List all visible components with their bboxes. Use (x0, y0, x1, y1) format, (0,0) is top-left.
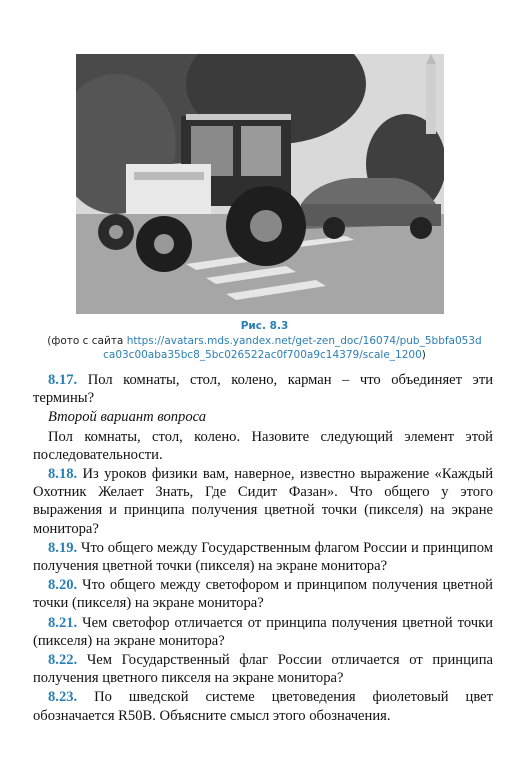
figure-source-prefix: (фото с сайта (47, 335, 127, 347)
question-text: Чем светофор отличается от принципа получения цветной точки (пикселя) на экране монитора? (33, 614, 493, 649)
question-number: 8.19. (48, 539, 78, 556)
question-number: 8.17. (48, 372, 78, 388)
question-text: Что общего между светофором и принципом получения цветной точки (пикселя) на экране монитора? (33, 577, 493, 612)
variant-title: Второй вариант вопроса (48, 409, 207, 426)
question-text: По шведской системе цветоведения фиолетовый цвет обозначается R50B. Объясните смысл этого обозначения. (33, 689, 493, 724)
question-number: 8.22. (48, 652, 78, 669)
question-text: Что общего между Государственным флагом России и принципом получения цветной точки (пикселя) на экране монитора? (33, 539, 493, 575)
question-text: Из уроков физики вам, наверное, известно выражение «Каждый Охотник Желает Знать, Где Сидит Фазан». Что общего у этого выражения и принципа получения цветной точки (пикселя) на экране монитора? (33, 466, 493, 537)
question-text: Пол комнаты, стол, колено, карман – что объединяет эти термины? (33, 372, 494, 407)
question-number: 8.18. (48, 466, 78, 483)
figure-source-suffix: ) (421, 349, 426, 361)
questions-body (33, 371, 493, 726)
tractor-photo (76, 54, 444, 314)
question-8-18 (33, 465, 493, 538)
question-8-20 (33, 576, 493, 612)
question-8-17 (33, 371, 493, 407)
question-8-21 (33, 614, 493, 650)
figure-label: Рис. 8.3 (240, 320, 289, 332)
question-8-23 (33, 688, 493, 724)
variant-text: Пол комнаты, стол, колено. Назовите следующий элемент этой последовательности. (33, 428, 493, 463)
question-number: 8.21. (48, 614, 78, 631)
figure-source-link-cont[interactable]: ca03c00aba35bc8_5bc026522ac0f700a9c14379/scale_1200 (103, 349, 422, 361)
question-text: Чем Государственный флаг России отличается от принципа получения цветного пикселя на экране монитора? (33, 652, 493, 687)
question-8-22 (33, 651, 493, 687)
question-8-19 (33, 539, 493, 575)
figure-source (0, 334, 529, 362)
question-number: 8.20. (48, 577, 78, 594)
question-number: 8.23. (48, 689, 78, 706)
figure-source-link[interactable]: https://avatars.mds.yandex.net/get-zen_doc/16074/pub_5bbfa053d (126, 335, 482, 347)
